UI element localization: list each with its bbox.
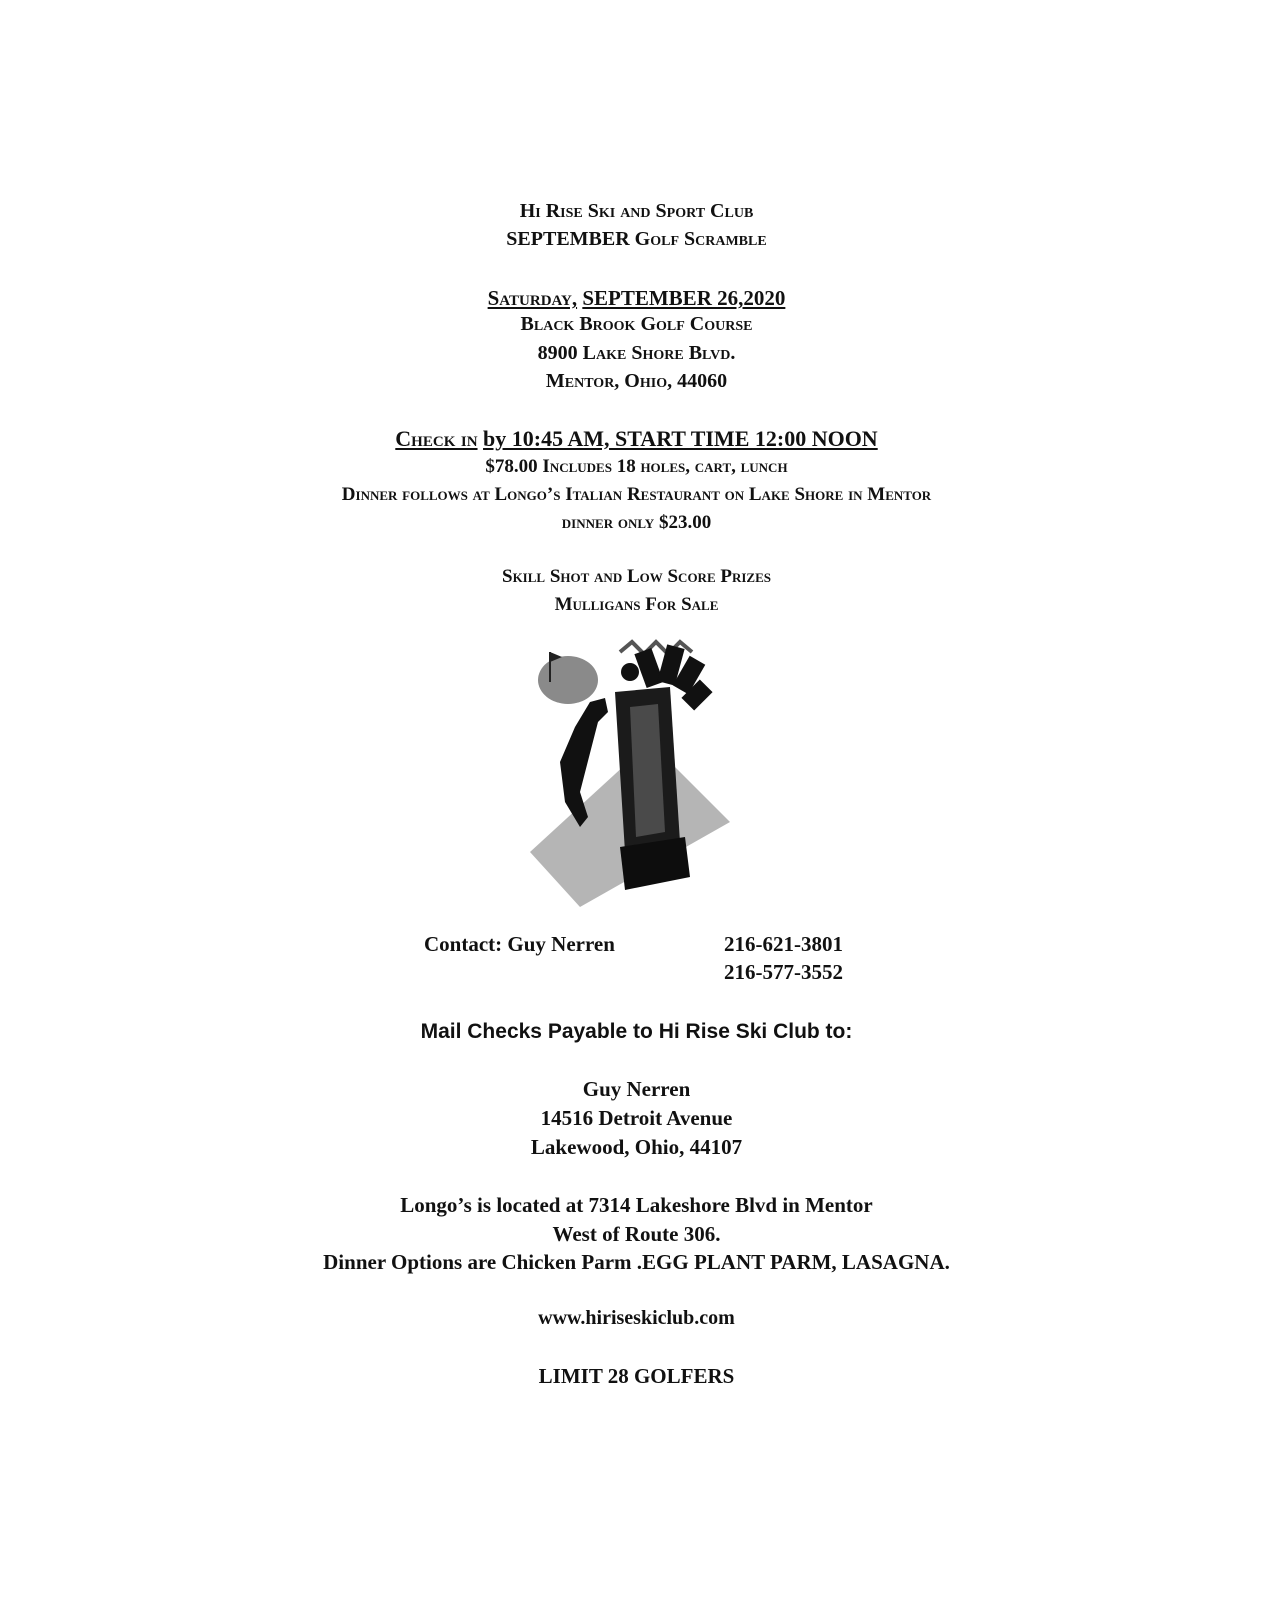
venue-street: 8900 Lake Shore Blvd. (537, 342, 736, 364)
golfer-limit: LIMIT 28 GOLFERS (538, 1364, 735, 1388)
event-date-value: SEPTEMBER 26,2020 (582, 286, 786, 310)
event-month: SEPTEMBER (506, 228, 630, 250)
contact-phone-1: 216-621-3801 (724, 932, 843, 956)
event-type: Golf Scramble (634, 228, 767, 250)
clipart-green-blob (538, 656, 598, 704)
prizes-line: Skill Shot and Low Score Prizes (502, 566, 771, 587)
restaurant-location: Longo’s is located at 7314 Lakeshore Blvd in Mentor (400, 1193, 873, 1217)
checkin-prefix: Check in (395, 426, 478, 451)
mail-name: Guy Nerren (582, 1077, 691, 1101)
venue-city: Mentor, Ohio, 44060 (545, 370, 728, 392)
checkin-time: by 10:45 AM, START TIME 12:00 NOON (483, 426, 878, 451)
mail-city: Lakewood, Ohio, 44107 (530, 1135, 743, 1159)
restaurant-direction: West of Route 306. (552, 1222, 721, 1246)
contact-name: Contact: Guy Nerren (424, 932, 615, 956)
mulligans-line: Mulligans For Sale (554, 594, 719, 615)
event-day: Saturday, (487, 286, 578, 310)
event-title (0, 228, 1273, 251)
mail-street: 14516 Detroit Avenue (540, 1106, 733, 1130)
golf-bag-clipart-icon (520, 632, 760, 932)
contact-phone-2: 216-577-3552 (724, 960, 843, 984)
event-date (0, 286, 1273, 311)
club-name: Hi Rise Ski and Sport Club (519, 200, 754, 222)
dinner-only-price: dinner only $23.00 (561, 512, 712, 533)
mail-instruction: Mail Checks Payable to Hi Rise Ski Club to: (420, 1020, 853, 1043)
dinner-options: Dinner Options are Chicken Parm .EGG PLANT PARM, LASAGNA. (323, 1250, 950, 1274)
contact-block (424, 932, 884, 992)
dinner-line: Dinner follows at Longo’s Italian Restaurant on Lake Shore in Mentor (341, 484, 932, 505)
checkin-line (0, 426, 1273, 452)
price-line: $78.00 Includes 18 holes, cart, lunch (485, 456, 788, 477)
venue-name: Black Brook Golf Course (520, 313, 753, 335)
website-link[interactable]: www.hiriseskiclub.com (538, 1307, 735, 1329)
